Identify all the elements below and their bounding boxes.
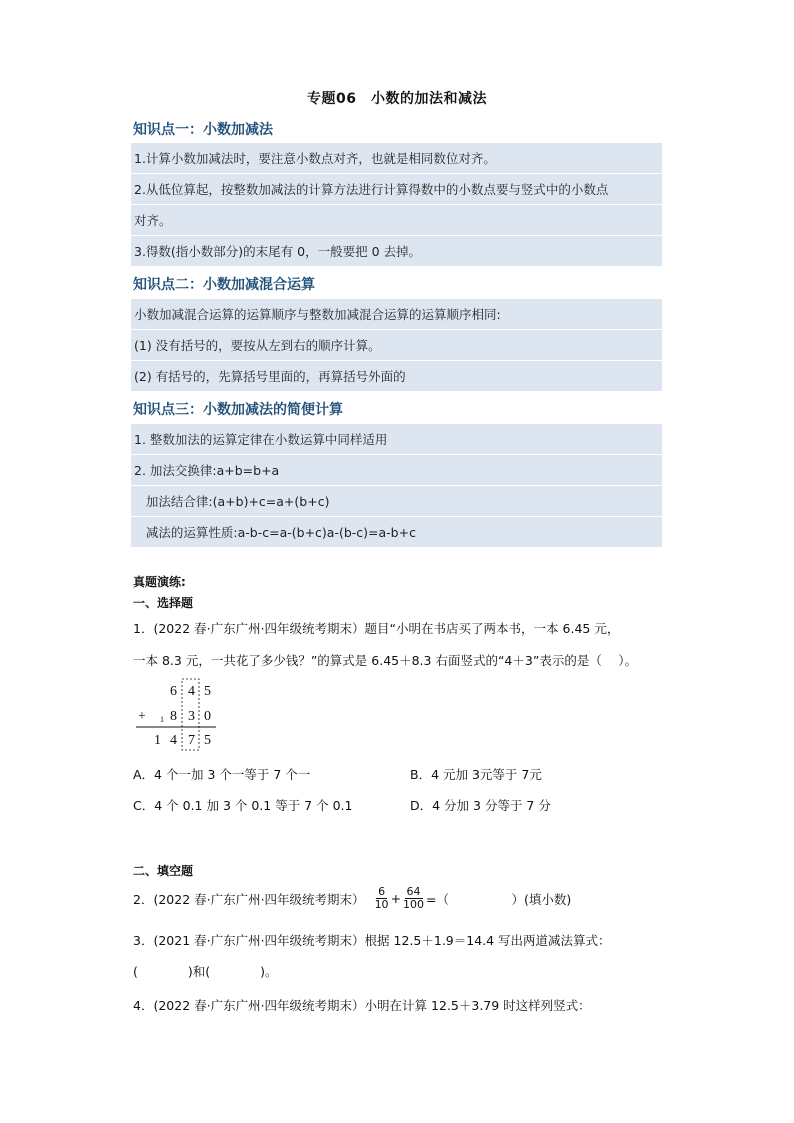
kp1-line: 1.计算小数加减法时，要注意小数点对齐，也就是相同数位对齐。 [131,143,662,174]
digit: 5 [204,733,211,748]
fraction-2 [403,886,424,911]
fraction-1-denominator: 10 [374,898,389,911]
kp3-line: 减法的运算性质:a-b-c=a-(b+c)a-(b-c)=a-b+c [131,517,662,548]
digit: 8 [170,709,177,724]
digit: 4 [170,733,177,748]
question-4-line1: 4．(2022 春·广东广州·四年级统考期末）小明在计算 12.5＋3.79 时这样列竖式： [133,998,591,1013]
digit: 1 [154,733,161,748]
kp1-line: 对齐。 [131,205,662,236]
question-1-line1: 1．(2022 春·广东广州·四年级统考期末）题目“小明在书店买了两本书，一本 6.45 元， [133,621,620,636]
digit: 0 [204,709,211,724]
digit: 6 [170,684,177,699]
digit: 3 [188,709,195,724]
kp2-line: 小数加减混合运算的运算顺序与整数加减混合运算的运算顺序相同: [131,299,662,330]
question-3-line1: 3．(2021 春·广东广州·四年级统考期末）根据 12.5＋1.9＝14.4 写出两道减法算式： [133,933,611,948]
kp1-line: 2.从低位算起，按整数加减法的计算方法进行计算得数中的小数点要与竖式中的小数点 [131,174,662,205]
question-3-line2: ( )和( )。 [133,964,278,979]
kp2-box [131,299,662,392]
carry-digit: 1 [160,715,164,724]
digit: 4 [188,684,195,699]
fraction-1 [375,886,389,911]
kp2-line: (1) 没有括号的，要按从左到右的顺序计算。 [131,330,662,361]
question-2-suffix: =（ ）(填小数) [426,891,572,907]
practice-heading: 真题演练: [133,575,186,589]
digit: 7 [188,733,195,748]
option-c: C．4 个 0.1 加 3 个 0.1 等于 7 个 0.1 [133,798,353,813]
kp3-box [131,424,662,548]
option-d: D．4 分加 3 分等于 7 分 [410,798,551,813]
fraction-1-numerator: 6 [378,885,386,898]
kp3-line: 2. 加法交换律:a+b=b+a [131,455,662,486]
fraction-2-denominator: 100 [403,898,425,911]
plus-sign: + [390,891,402,906]
kp3-line: 加法结合律:(a+b)+c=a+(b+c) [131,486,662,517]
question-1-line2: 一本 8.3 元，一共花了多少钱？”的算式是 6.45＋8.3 右面竖式的“4＋3”表示的是（ ）。 [133,653,638,668]
fraction-2-numerator: 64 [406,885,421,898]
section-fill-heading: 二、填空题 [133,864,194,878]
option-b: B．4 元加 3元等于 7元 [410,767,542,782]
digit: 5 [204,684,211,699]
kp1-box [131,143,662,267]
kp3-heading: 知识点三：小数加减法的简便计算 [133,402,343,418]
vertical-addition [132,676,222,754]
kp1-heading: 知识点一：小数加减法 [133,122,273,138]
section-choice-heading: 一、选择题 [133,596,194,610]
plus-sign: + [138,709,146,724]
kp2-line: (2) 有括号的，先算括号里面的，再算括号外面的 [131,361,662,392]
page-title: 专题06 小数的加法和减法 [307,91,487,107]
kp2-heading: 知识点二：小数加减混合运算 [133,277,315,293]
option-a: A．4 个一加 3 个一等于 7 个一 [133,767,311,782]
kp1-line: 3.得数(指小数部分)的末尾有 0，一般要把 0 去掉。 [131,236,662,267]
kp3-line: 1. 整数加法的运算定律在小数运算中同样适用 [131,424,662,455]
question-2 [133,886,571,911]
question-2-prefix: 2．(2022 春·广东广州·四年级统考期末） [133,891,365,907]
